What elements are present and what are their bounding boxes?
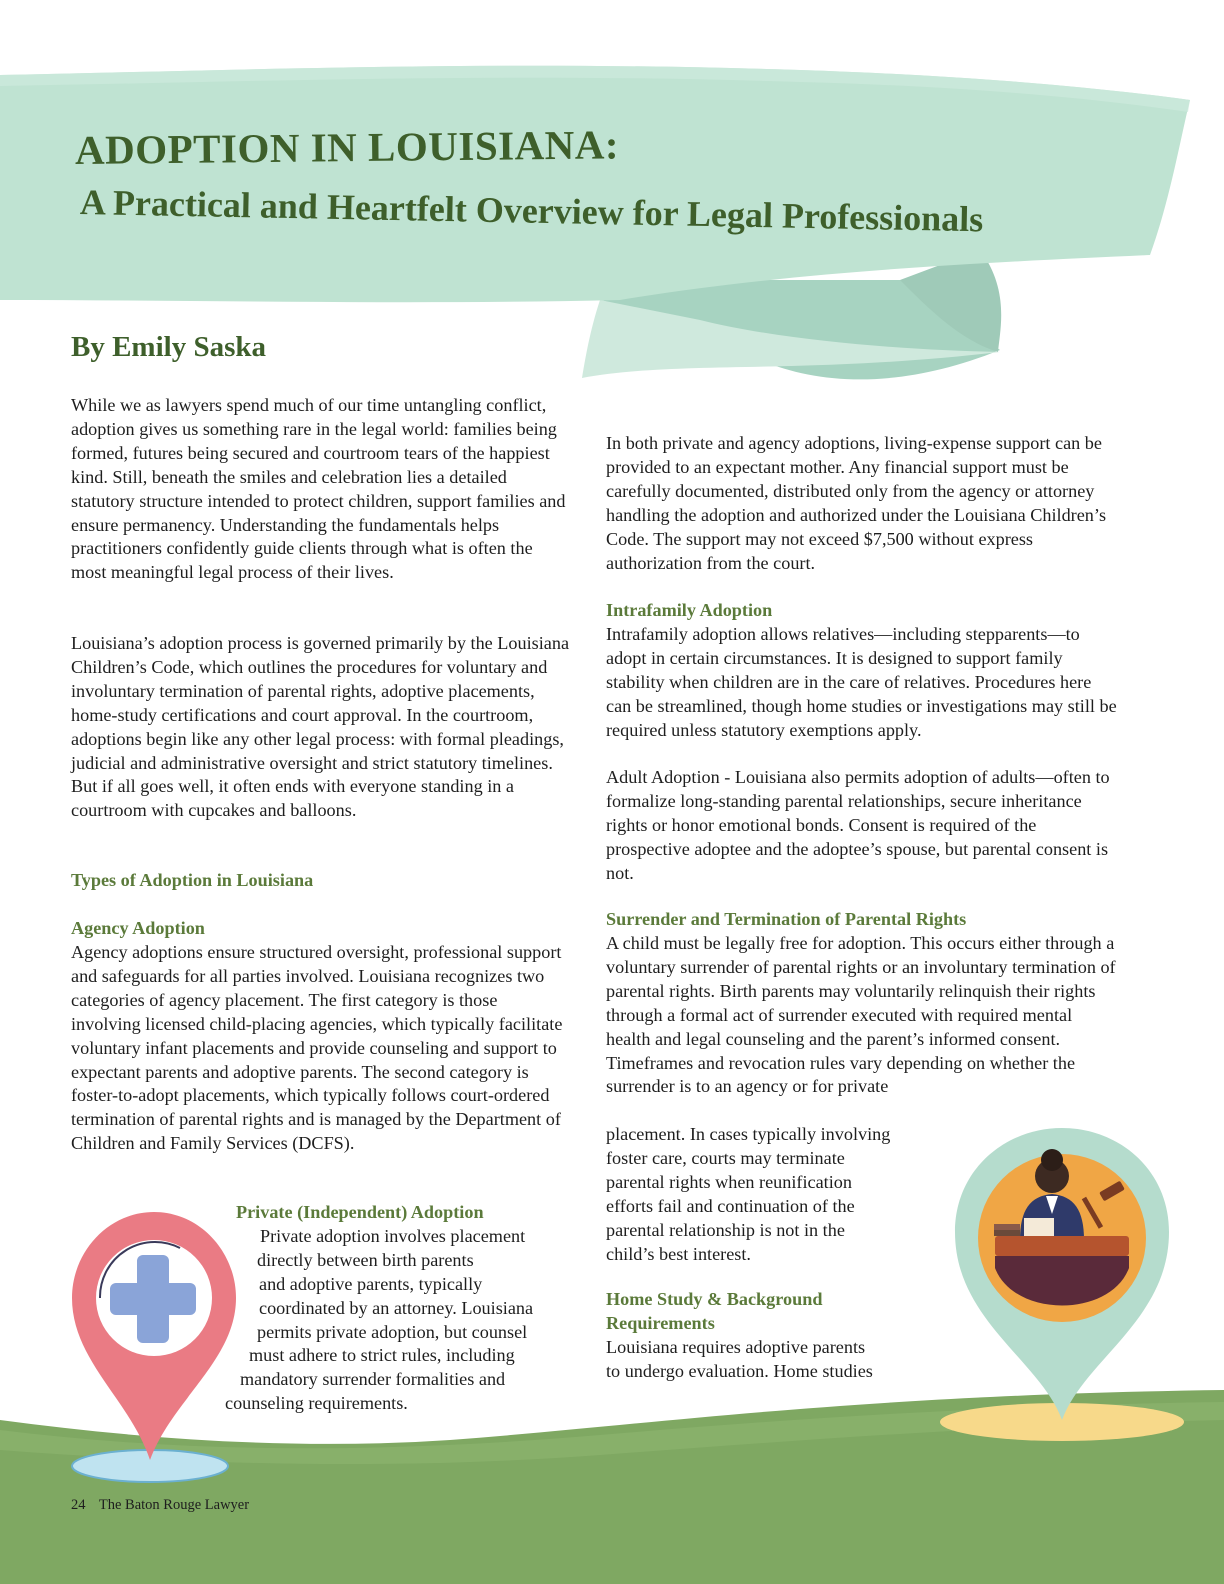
living-expense-paragraph: In both private and agency adoptions, living-expense support can be provided to an expectant mother. Any financial support must be carefully documented, distributed only from the agency or attorney handling the adoption and authorized under the Louisiana Children’s Code. The support may not exceed $7,500 without express authorization from the court. — [606, 433, 1107, 573]
text-line: efforts fail and continuation of the — [606, 1195, 855, 1216]
byline: By Emily Saska — [71, 331, 266, 363]
publication-name: The Baton Rouge Lawyer — [98, 1497, 250, 1513]
article-subtitle: A Practical and Heartfelt Overview for Legal Professionals — [79, 182, 984, 240]
text-line: permits private adoption, but counsel — [257, 1321, 528, 1342]
agency-adoption-paragraph: Agency adoptions ensure structured oversight, professional support and safeguards for all parties involved. Louisiana recognizes two categories of agency placement. The first category is those involving licensed child-placing agencies, which typically facilitate voluntary infant placements and provide counseling and support to expectant parents and adoptive parents. The second category is foster-to-adopt placements, which typically follows court-ordered termination of parental rights and is managed by the Department of Children and Family Services (DCFS). — [71, 942, 563, 1154]
text-line: parental relationship is not in the — [606, 1219, 845, 1240]
text-line: Private adoption involves placement — [260, 1225, 526, 1246]
text-line: must adhere to strict rules, including — [249, 1345, 515, 1366]
text-line: parental rights when reunification — [606, 1171, 852, 1192]
home-study-paragraph — [606, 1336, 1118, 1384]
surrender-paragraph: A child must be legally free for adoption. This occurs either through a voluntary surrender of parental rights or an involuntary termination of parental rights. Birth parents may voluntarily relinquish their rights through a formal act of surrender executed with required mental health and legal counseling and the parent’s informed consent. Timeframes and revocation rules vary depending on whether the surrender is to an agency or for private — [606, 933, 1116, 1097]
page-footer — [71, 1497, 249, 1514]
text-line: child’s best interest. — [606, 1243, 751, 1264]
intro-paragraph: While we as lawyers spend much of our time untangling conflict, adoption gives us something rare in the legal world: families being formed, futures being secured and courtroom tears of the happiest kind. Still, beneath the smiles and celebration lies a detailed statutory structure intended to protect children, support families and ensure permanency. Understanding the fundamentals helps practitioners confidently guide clients through what is often the most meaningful legal process of their lives. — [71, 395, 566, 583]
location-pin-medical-cross-icon — [72, 1212, 236, 1460]
surrender-heading: Surrender and Termination of Parental Rights — [606, 909, 967, 929]
types-heading: Types of Adoption in Louisiana — [71, 870, 314, 890]
text-line: Louisiana requires adoptive parents — [606, 1337, 866, 1357]
private-adoption-section — [225, 1201, 575, 1416]
text-line: and adoptive parents, typically — [259, 1273, 483, 1294]
intrafamily-paragraph: Intrafamily adoption allows relatives—including stepparents—to adopt in certain circumstances. It is designed to support family stability when children are in the care of relatives. Procedures here can be streamlined, though home studies or investigations may still be required unless statutory exemptions apply. — [606, 624, 1117, 740]
text-line: directly between birth parents — [257, 1249, 474, 1270]
text-line: placement. In cases typically involving — [606, 1124, 891, 1144]
adult-adoption-paragraph: Adult Adoption - Louisiana also permits adoption of adults—often to formalize long-standing parental relationships, secure inheritance rights or honor emotional bonds. Consent is required of the prospective adoptee and the adoptee’s spouse, but parental consent is not. — [606, 767, 1110, 883]
text-line: foster care, courts may terminate — [606, 1147, 845, 1168]
text-line: mandatory surrender formalities and — [240, 1369, 506, 1390]
private-adoption-paragraph — [225, 1225, 575, 1416]
intrafamily-heading: Intrafamily Adoption — [606, 600, 773, 620]
private-adoption-heading: Private (Independent) Adoption — [236, 1202, 484, 1222]
page-number: 24 — [71, 1497, 86, 1513]
home-study-heading: Home Study & Background Requirements — [606, 1289, 823, 1333]
agency-adoption-heading: Agency Adoption — [71, 918, 205, 938]
governance-paragraph: Louisiana’s adoption process is governed primarily by the Louisiana Children’s Code, which outlines the procedures for voluntary and involuntary termination of parental rights, adoptive placements, home-study certifications and court approval. In the courtroom, adoptions begin like any other legal process: with formal pleadings, judicial and administrative oversight and strict statutory timelines. But if all goes well, it often ends with everyone standing in a courtroom with cupcakes and balloons. — [71, 633, 570, 821]
text-line: to undergo evaluation. Home studies — [606, 1360, 873, 1381]
text-line: counseling requirements. — [225, 1393, 408, 1414]
surrender-paragraph-continued — [606, 1123, 1118, 1266]
article-title: ADOPTION IN LOUISIANA: — [74, 121, 620, 173]
text-line: coordinated by an attorney. Louisiana — [259, 1297, 534, 1318]
